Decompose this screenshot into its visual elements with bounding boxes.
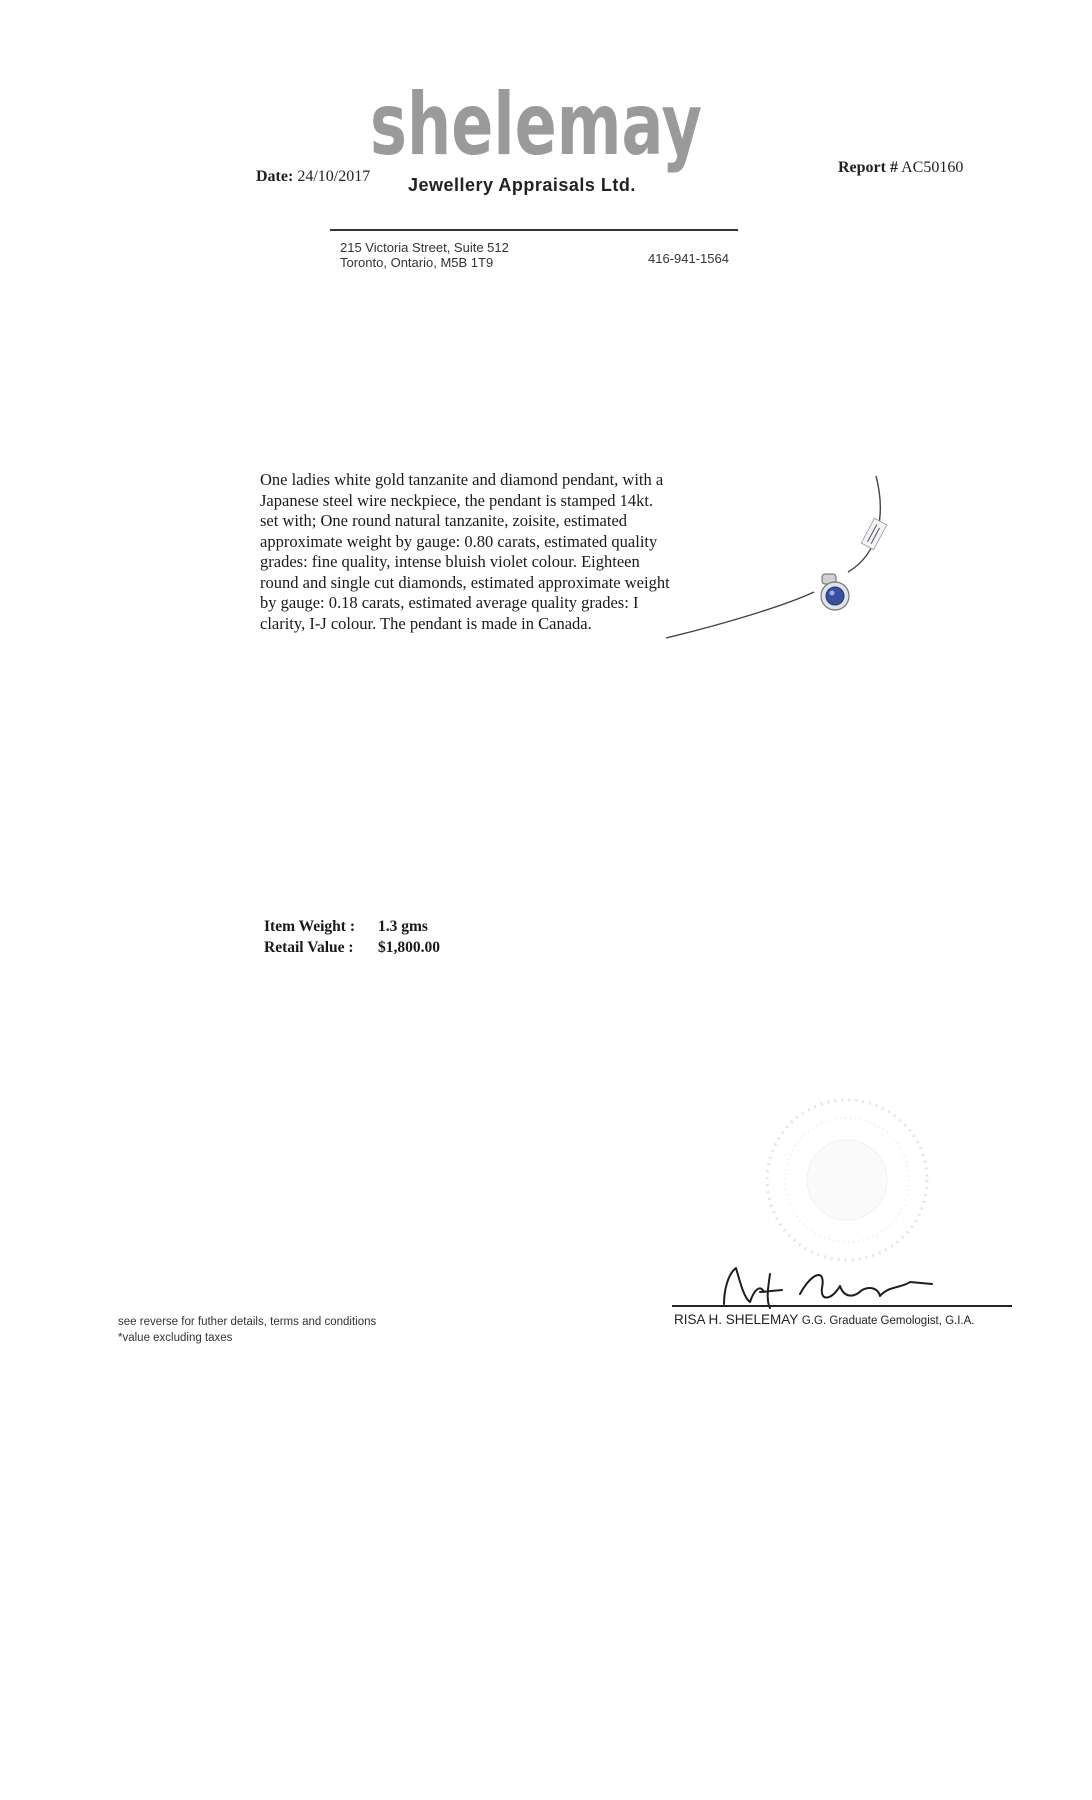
item-weight-value: 1.3 gms xyxy=(378,918,428,935)
report-number xyxy=(838,159,963,177)
company-logo xyxy=(370,74,710,174)
header-divider xyxy=(330,229,738,231)
retail-value-value: $1,800.00 xyxy=(378,939,440,956)
item-weight-label: Item Weight : xyxy=(264,918,355,935)
retail-value-label: Retail Value : xyxy=(264,939,354,956)
footnotes xyxy=(118,1314,376,1346)
item-description: One ladies white gold tanzanite and diamond pendant, with a Japanese steel wire neckpiece, the pendant is stamped 14kt. set with; One round natural tanzanite, zoisite, estimated approximate weight by gauge: 0.80 carats, estimated quality grades: fine quality, intense bluish violet colour. Eighteen round and single cut diamonds, estimated approximate weight by gauge: 0.18 carats, estimated average quality grades: I clarity, I-J colour. The pendant is made in Canada. xyxy=(260,470,670,633)
company-address xyxy=(340,240,509,270)
signatory-name: RISA H. SHELEMAY xyxy=(674,1312,799,1327)
signatory xyxy=(674,1312,975,1327)
address-line-1: 215 Victoria Street, Suite 512 xyxy=(340,240,509,255)
report-date xyxy=(256,168,370,186)
embossed-seal xyxy=(752,1090,942,1270)
pendant-photo xyxy=(664,474,924,654)
company-phone: 416-941-1564 xyxy=(648,251,729,266)
date-label: Date: xyxy=(256,168,294,185)
signature-line xyxy=(672,1305,1012,1307)
retail-value-row xyxy=(264,937,440,958)
logo-wordmark: shelemay xyxy=(370,75,702,175)
terms-note: see reverse for futher details, terms and conditions xyxy=(118,1316,377,1328)
report-value: AC50160 xyxy=(901,159,964,176)
report-label: Report # xyxy=(838,159,898,176)
signatory-credentials: G.G. Graduate Gemologist, G.I.A. xyxy=(801,1315,975,1327)
tax-note: *value excluding taxes xyxy=(118,1332,233,1344)
company-name: Jewellery Appraisals Ltd. xyxy=(408,175,636,195)
item-specs xyxy=(264,916,440,958)
address-line-2: Toronto, Ontario, M5B 1T9 xyxy=(340,255,494,270)
item-weight-row xyxy=(264,916,440,937)
date-value: 24/10/2017 xyxy=(297,168,371,185)
